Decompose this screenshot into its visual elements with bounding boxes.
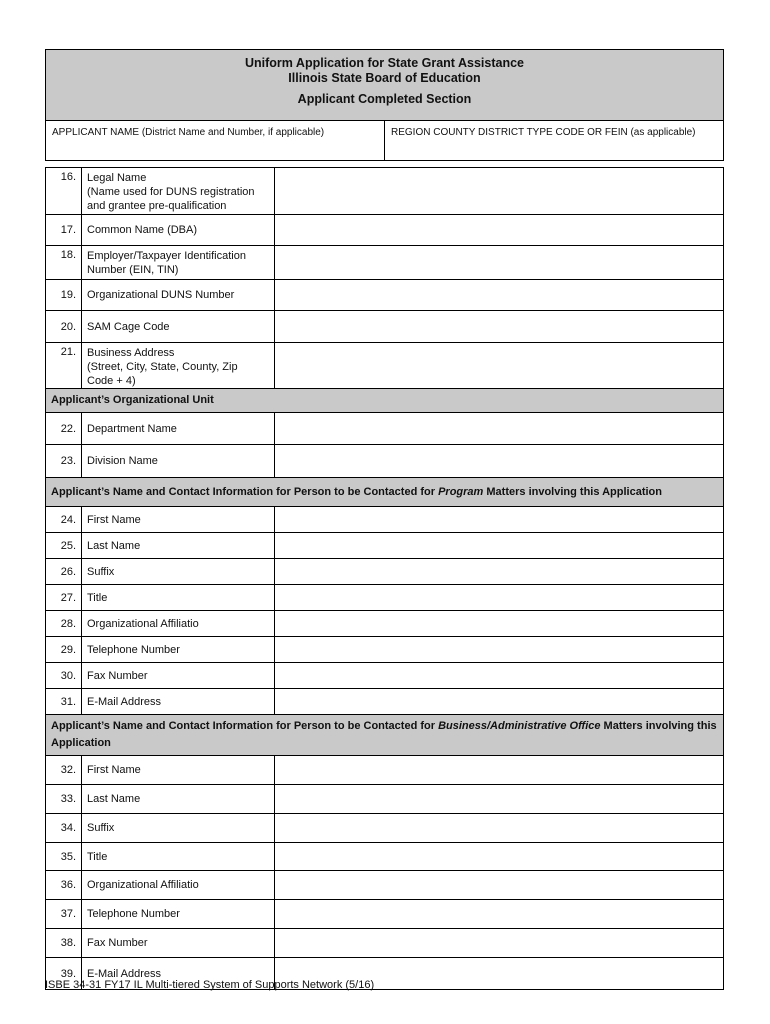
text-input[interactable] — [275, 937, 723, 949]
form-row — [46, 585, 724, 611]
section-text: Matters involving this Application — [51, 720, 717, 749]
field-label — [82, 246, 275, 280]
row-number: 18. — [46, 246, 82, 280]
field-label: Organizational Affiliatio — [82, 871, 275, 900]
row-number: 28. — [46, 611, 82, 637]
input-cell — [275, 637, 724, 663]
text-input[interactable] — [275, 592, 723, 604]
field-label: Telephone Number — [82, 900, 275, 929]
input-cell — [275, 246, 724, 280]
field-label: Department Name — [82, 413, 275, 445]
form-row — [46, 507, 724, 533]
input-cell — [275, 929, 724, 958]
label-line: Organizational DUNS Number — [87, 289, 235, 301]
text-input[interactable] — [275, 879, 723, 891]
input-cell — [275, 168, 724, 215]
field-label: Telephone Number — [82, 637, 275, 663]
applicant-row — [45, 121, 724, 161]
row-number: 26. — [46, 559, 82, 585]
row-number: 34. — [46, 814, 82, 843]
form-row — [46, 311, 724, 343]
input-cell — [275, 311, 724, 343]
text-input[interactable] — [275, 822, 723, 834]
field-label: Suffix — [82, 559, 275, 585]
input-cell — [275, 343, 724, 389]
text-input[interactable] — [275, 423, 723, 435]
form-footer: ISBE 34-31 FY17 IL Multi-tiered System of Supports Network (5/16) — [45, 979, 375, 991]
label-line: SAM Cage Code — [87, 320, 170, 333]
form-row — [46, 900, 724, 929]
input-cell — [275, 445, 724, 478]
label-line: (Street, City, State, County, Zip — [87, 361, 238, 373]
section-header-text: Applicant’s Organizational Unit — [46, 389, 724, 413]
form-row — [46, 168, 724, 215]
field-label: Last Name — [82, 533, 275, 559]
row-number: 25. — [46, 533, 82, 559]
section-title: Applicant Completed Section — [297, 92, 472, 106]
input-cell — [275, 611, 724, 637]
row-number: 32. — [46, 756, 82, 785]
input-cell — [275, 756, 724, 785]
field-label — [82, 280, 275, 311]
form-row — [46, 215, 724, 246]
form-row — [46, 246, 724, 280]
row-number: 30. — [46, 663, 82, 689]
input-cell — [275, 413, 724, 445]
section-header — [46, 389, 724, 413]
text-input[interactable] — [275, 360, 723, 372]
form-row — [46, 663, 724, 689]
section-emphasis: Program — [438, 485, 484, 498]
form-page — [45, 49, 724, 990]
label-line: and grantee pre-qualification — [87, 200, 227, 212]
row-number: 16. — [46, 168, 82, 215]
label-line: Common Name (DBA) — [87, 224, 198, 236]
input-cell — [275, 843, 724, 871]
row-number: 24. — [46, 507, 82, 533]
input-cell — [275, 871, 724, 900]
field-label — [82, 215, 275, 246]
row-number: 31. — [46, 689, 82, 715]
field-label — [82, 311, 275, 343]
field-label: Fax Number — [82, 929, 275, 958]
form-row — [46, 871, 724, 900]
applicant-info-table — [45, 167, 724, 990]
field-label: First Name — [82, 756, 275, 785]
label-line: Code + 4) — [87, 375, 136, 387]
label-line: (Name used for DUNS registration — [87, 186, 255, 198]
form-row — [46, 533, 724, 559]
form-row — [46, 929, 724, 958]
form-row — [46, 637, 724, 663]
text-input[interactable] — [275, 793, 723, 805]
text-input[interactable] — [275, 185, 723, 197]
applicant-name-field[interactable]: APPLICANT NAME (District Name and Number, if applicable) — [46, 121, 385, 160]
text-input[interactable] — [275, 455, 723, 467]
field-label: Organizational Affiliatio — [82, 611, 275, 637]
field-label: E-Mail Address — [82, 689, 275, 715]
form-title: Uniform Application for State Grant Assistance — [245, 56, 524, 70]
input-cell — [275, 585, 724, 611]
field-label: E-Mail Address — [82, 958, 275, 990]
row-number: 20. — [46, 311, 82, 343]
field-label: Fax Number — [82, 663, 275, 689]
form-row — [46, 814, 724, 843]
section-header — [46, 715, 724, 756]
form-row — [46, 785, 724, 814]
row-number: 27. — [46, 585, 82, 611]
form-row — [46, 843, 724, 871]
section-text: Matters involving this Application — [483, 485, 662, 498]
text-input[interactable] — [275, 289, 723, 301]
text-input[interactable] — [275, 670, 723, 682]
form-row — [46, 559, 724, 585]
text-input[interactable] — [275, 540, 723, 552]
text-input[interactable] — [275, 321, 723, 333]
section-header-text — [46, 715, 724, 756]
text-input[interactable] — [275, 644, 723, 656]
input-cell — [275, 689, 724, 715]
form-row — [46, 343, 724, 389]
input-cell — [275, 215, 724, 246]
section-header-text — [46, 478, 724, 507]
field-label: Title — [82, 585, 275, 611]
row-number: 29. — [46, 637, 82, 663]
form-row — [46, 611, 724, 637]
input-cell — [275, 785, 724, 814]
input-cell — [275, 280, 724, 311]
label-line: Number (EIN, TIN) — [87, 264, 179, 276]
field-label: First Name — [82, 507, 275, 533]
row-number: 36. — [46, 871, 82, 900]
input-cell — [275, 559, 724, 585]
input-cell — [275, 900, 724, 929]
field-label: Title — [82, 843, 275, 871]
text-input[interactable] — [275, 618, 723, 630]
row-number: 22. — [46, 413, 82, 445]
text-input[interactable] — [275, 566, 723, 578]
row-number: 23. — [46, 445, 82, 478]
field-label: Suffix — [82, 814, 275, 843]
label-line: Employer/Taxpayer Identification — [87, 250, 246, 262]
form-row — [46, 689, 724, 715]
input-cell — [275, 663, 724, 689]
label-line: Legal Name — [87, 172, 147, 184]
field-label: Division Name — [82, 445, 275, 478]
row-number: 33. — [46, 785, 82, 814]
section-emphasis: Business/Administrative Office — [438, 720, 601, 732]
field-label: Last Name — [82, 785, 275, 814]
row-number: 39. — [46, 958, 82, 990]
form-header — [45, 49, 724, 121]
form-row — [46, 413, 724, 445]
text-input[interactable] — [275, 851, 723, 863]
text-input[interactable] — [275, 514, 723, 526]
section-text: Applicant’s Name and Contact Information for Person to be Contacted for — [51, 485, 439, 498]
row-number: 19. — [46, 280, 82, 311]
agency-name: Illinois State Board of Education — [288, 71, 481, 85]
text-input[interactable] — [275, 257, 723, 269]
input-cell — [275, 814, 724, 843]
text-input[interactable] — [275, 968, 723, 980]
region-code-field[interactable]: REGION COUNTY DISTRICT TYPE CODE OR FEIN (as applicable) — [391, 127, 696, 138]
form-row — [46, 756, 724, 785]
input-cell — [275, 533, 724, 559]
text-input[interactable] — [275, 764, 723, 776]
field-label — [82, 168, 275, 215]
text-input[interactable] — [275, 224, 723, 236]
text-input[interactable] — [275, 908, 723, 920]
row-number: 35. — [46, 843, 82, 871]
text-input[interactable] — [275, 696, 723, 708]
section-text: Applicant’s Name and Contact Information for Person to be Contacted for — [51, 720, 439, 732]
field-label — [82, 343, 275, 389]
row-number: 17. — [46, 215, 82, 246]
form-row — [46, 280, 724, 311]
input-cell — [275, 507, 724, 533]
row-number: 21. — [46, 343, 82, 389]
label-line: Business Address — [87, 347, 175, 359]
section-header — [46, 478, 724, 507]
row-number: 38. — [46, 929, 82, 958]
row-number: 37. — [46, 900, 82, 929]
form-row — [46, 445, 724, 478]
